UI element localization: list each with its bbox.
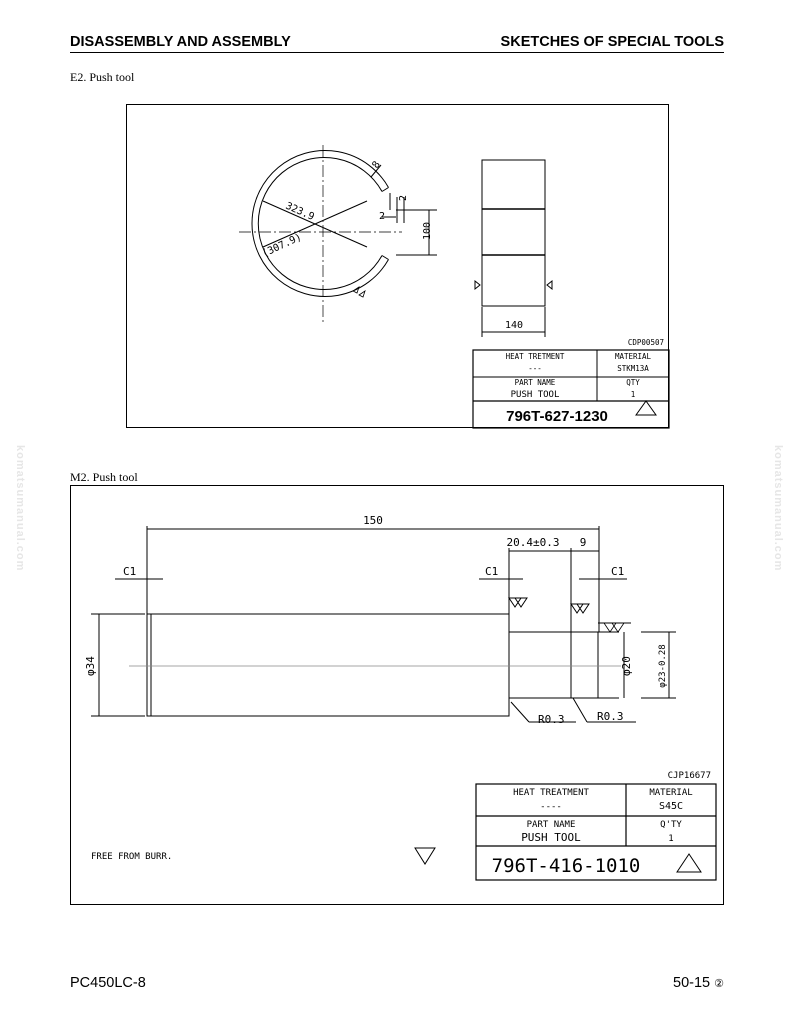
- dim-dia-34: φ34: [84, 656, 97, 676]
- drawing-code: CDP00507: [627, 338, 664, 347]
- part-label-m2: PART NAME: [526, 820, 576, 830]
- material-value: STKM13A: [617, 364, 649, 373]
- qty-value-m2: 1: [668, 834, 674, 844]
- drawing-e2-svg: [127, 105, 670, 429]
- dim-2a: 2: [398, 194, 409, 201]
- heat-value: ---: [528, 364, 542, 373]
- caption-e2: E2. Push tool: [70, 70, 135, 84]
- tube-side-view: [482, 160, 545, 306]
- qty-value: 1: [630, 390, 636, 399]
- shaft-body: [147, 614, 509, 716]
- part-value-m2: PUSH TOOL: [521, 831, 581, 844]
- page-number-text: 50-15: [673, 975, 711, 991]
- dim-dia-23: φ23-0.28: [658, 644, 668, 688]
- drawing-e2: [126, 104, 669, 428]
- document-title: SKETCHES OF SPECIAL TOOLS: [500, 34, 724, 50]
- section-title: DISASSEMBLY AND ASSEMBLY: [70, 34, 291, 50]
- watermark-right: komatsumanual.com: [772, 445, 784, 572]
- chamfer-c1-left: C1: [123, 565, 137, 578]
- page-number: [673, 975, 724, 991]
- dim-140: 140: [505, 320, 524, 331]
- part-value: PUSH TOOL: [510, 390, 560, 400]
- ring-inner: [258, 157, 382, 289]
- dim-dia-20: φ20: [620, 656, 633, 676]
- chamfer-c1-mid: C1: [485, 565, 499, 578]
- heat-label: HEAT TRETMENT: [505, 352, 565, 361]
- shaft-step: [509, 632, 571, 698]
- radius-r0-3-b: R0.3: [597, 710, 624, 723]
- dim-307-9: (307.9): [260, 231, 304, 260]
- drawing-code-m2: CJP16677: [667, 771, 711, 781]
- caption-m2: M2. Push tool: [70, 470, 138, 484]
- revision-mark: ②: [714, 978, 724, 990]
- dim-2b: 2: [379, 211, 386, 222]
- material-value-m2: S45C: [658, 801, 684, 812]
- drawing-m2-svg: [71, 486, 725, 906]
- material-label-m2: MATERIAL: [649, 788, 693, 798]
- heat-value-m2: ----: [540, 802, 562, 812]
- dim-8: 8: [370, 159, 383, 171]
- qty-label-m2: Q'TY: [660, 820, 682, 830]
- dim-20-4: 20.4±0.3: [506, 536, 560, 549]
- ring-outer: [252, 151, 389, 297]
- burr-note: FREE FROM BURR.: [91, 852, 173, 862]
- chamfer-c1-right: C1: [611, 565, 625, 578]
- model-number: PC450LC-8: [70, 975, 146, 991]
- part-label: PART NAME: [514, 378, 556, 387]
- radius-r0-3-a: R0.3: [538, 713, 565, 726]
- watermark-left: komatsumanual.com: [14, 445, 26, 572]
- heat-label-m2: HEAT TREATMENT: [513, 788, 589, 798]
- drawing-m2: [70, 485, 724, 905]
- m2-dimension-labels: [84, 514, 668, 726]
- qty-label: QTY: [626, 378, 640, 387]
- dim-9: 9: [579, 536, 587, 549]
- part-number: 796T-627-1230: [506, 408, 608, 425]
- material-label: MATERIAL: [614, 352, 652, 361]
- finish-mark: [415, 848, 435, 864]
- part-number-m2: 796T-416-1010: [491, 855, 641, 877]
- dim-150: 150: [363, 514, 383, 527]
- dim-100: 100: [422, 221, 433, 240]
- dim-323-9: 323.9: [283, 200, 316, 223]
- e2-dimension-labels: [261, 159, 523, 331]
- header-rule: [70, 52, 724, 53]
